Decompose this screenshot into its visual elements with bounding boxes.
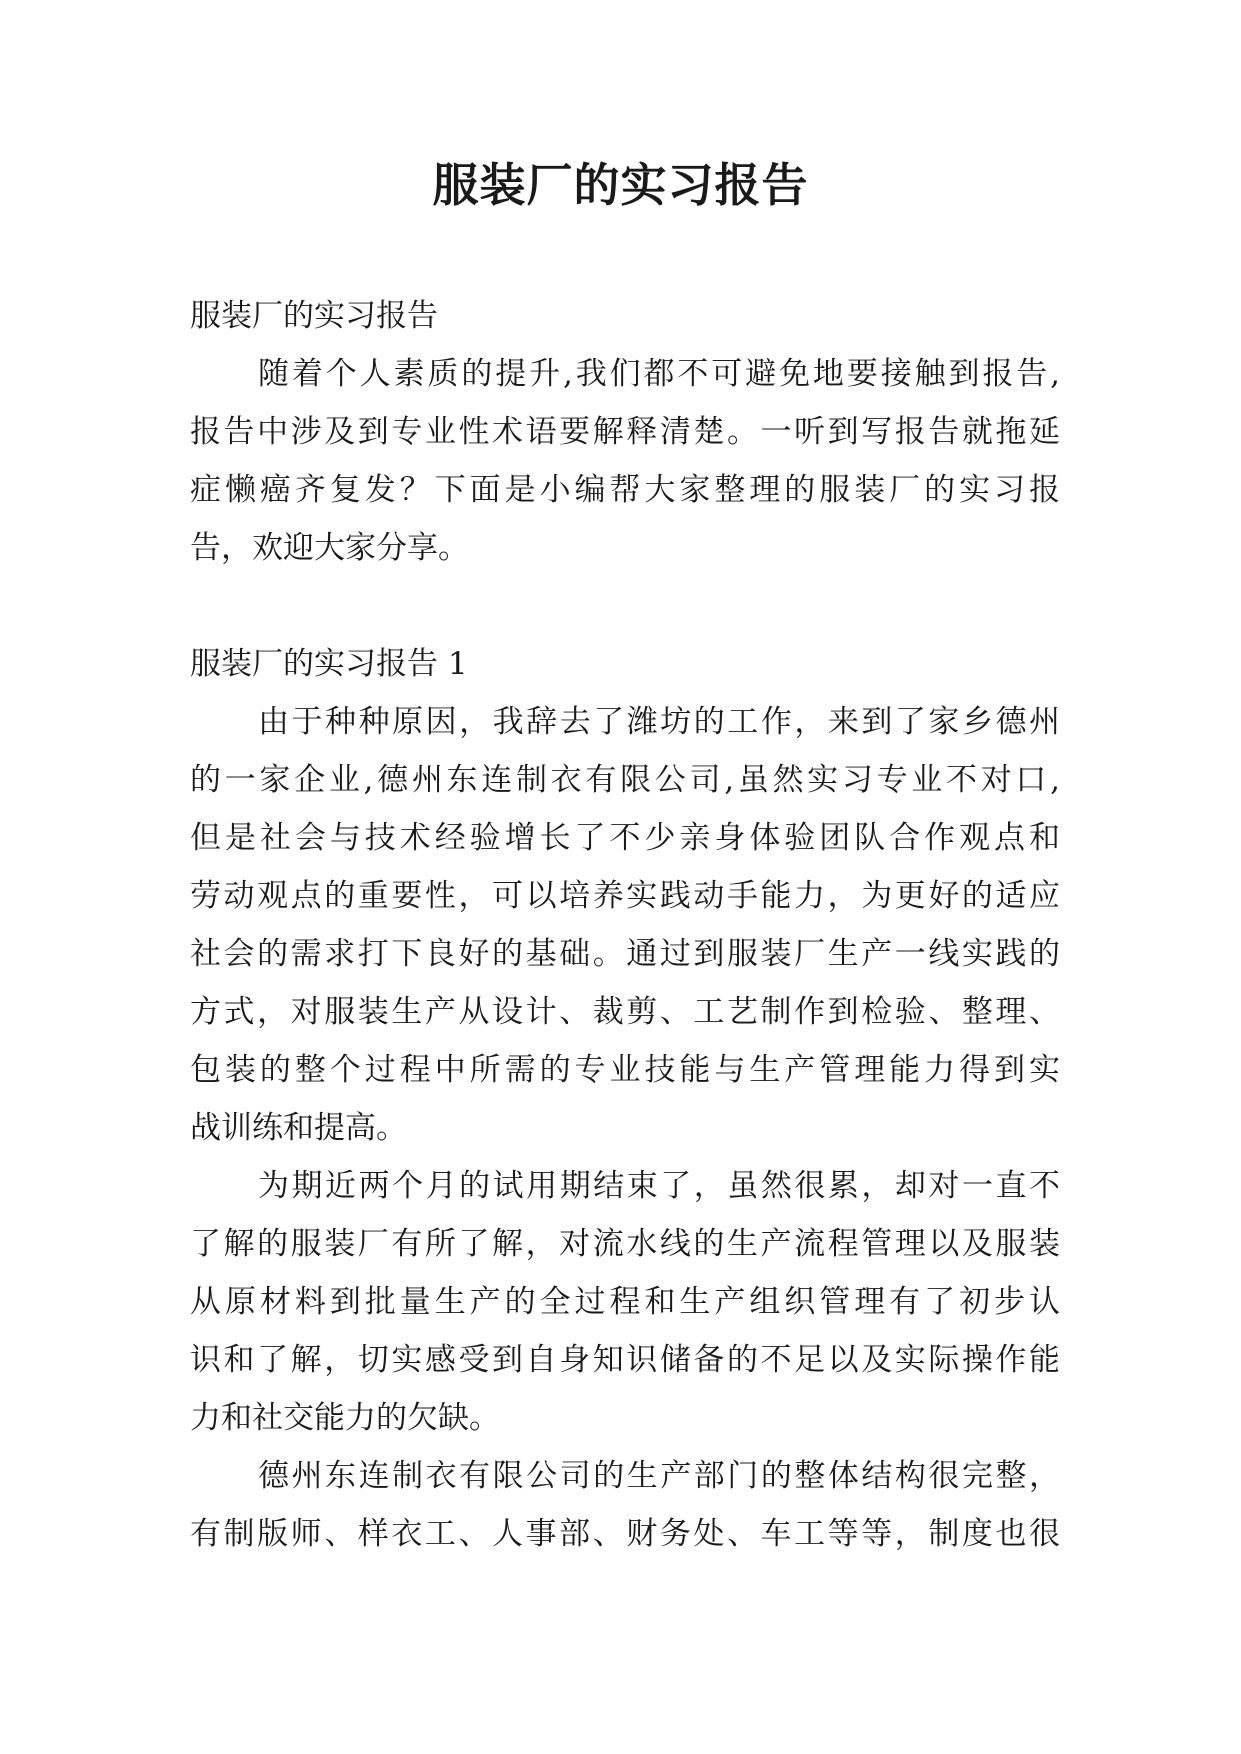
paragraph-line: 随着个人素质的提升,我们都不可避免地要接触到报告, [258, 356, 1060, 392]
paragraph-line: 为期近两个月的试用期结束了，虽然很累，却对一直不 [258, 1168, 1060, 1204]
paragraph-line: 德州东连制衣有限公司的生产部门的整体结构很完整， [258, 1458, 1060, 1494]
document-title: 服装厂的实习报告 [432, 158, 809, 212]
document-body [190, 287, 1060, 1563]
paragraph-line: 包装的整个过程中所需的专业技能与生产管理能力得到实 [190, 1052, 1060, 1088]
paragraph-line: 从原材料到批量生产的全过程和生产组织管理有了初步认 [190, 1284, 1060, 1320]
paragraph-line: 症懒癌齐复发？下面是小编帮大家整理的服装厂的实习报 [190, 472, 1060, 508]
paragraph-line: 告，欢迎大家分享。 [190, 530, 469, 566]
body-paragraph [190, 1157, 1060, 1447]
section-heading: 服装厂的实习报告 1 [190, 646, 468, 682]
paragraph-line: 劳动观点的重要性，可以培养实践动手能力，为更好的适应 [190, 878, 1060, 914]
paragraph-line: 由于种种原因，我辞去了潍坊的工作，来到了家乡德州 [258, 704, 1060, 740]
paragraph-line: 力和社交能力的欠缺。 [190, 1400, 500, 1436]
paragraph-line: 但是社会与技术经验增长了不少亲身体验团队合作观点和 [190, 820, 1060, 856]
paragraph-line: 了解的服装厂有所了解，对流水线的生产流程管理以及服装 [190, 1226, 1060, 1262]
section-spacer [190, 577, 1060, 635]
paragraph-line: 识和了解，切实感受到自身知识储备的不足以及实际操作能 [190, 1342, 1060, 1378]
intro-paragraph [190, 345, 1060, 577]
intro-heading: 服装厂的实习报告 [190, 298, 438, 334]
paragraph-line: 有制版师、样衣工、人事部、财务处、车工等等，制度也很 [190, 1516, 1060, 1552]
paragraph-line: 方式，对服装生产从设计、裁剪、工艺制作到检验、整理、 [190, 994, 1060, 1030]
paragraph-line: 社会的需求打下良好的基础。通过到服装厂生产一线实践的 [190, 936, 1060, 972]
paragraph-line: 战训练和提高。 [190, 1110, 407, 1146]
paragraph-line: 报告中涉及到专业性术语要解释清楚。一听到写报告就拖延 [190, 414, 1060, 450]
paragraph-line: 的一家企业,德州东连制衣有限公司,虽然实习专业不对口, [190, 762, 1060, 798]
body-paragraph [190, 1447, 1060, 1563]
body-paragraph [190, 693, 1060, 1157]
